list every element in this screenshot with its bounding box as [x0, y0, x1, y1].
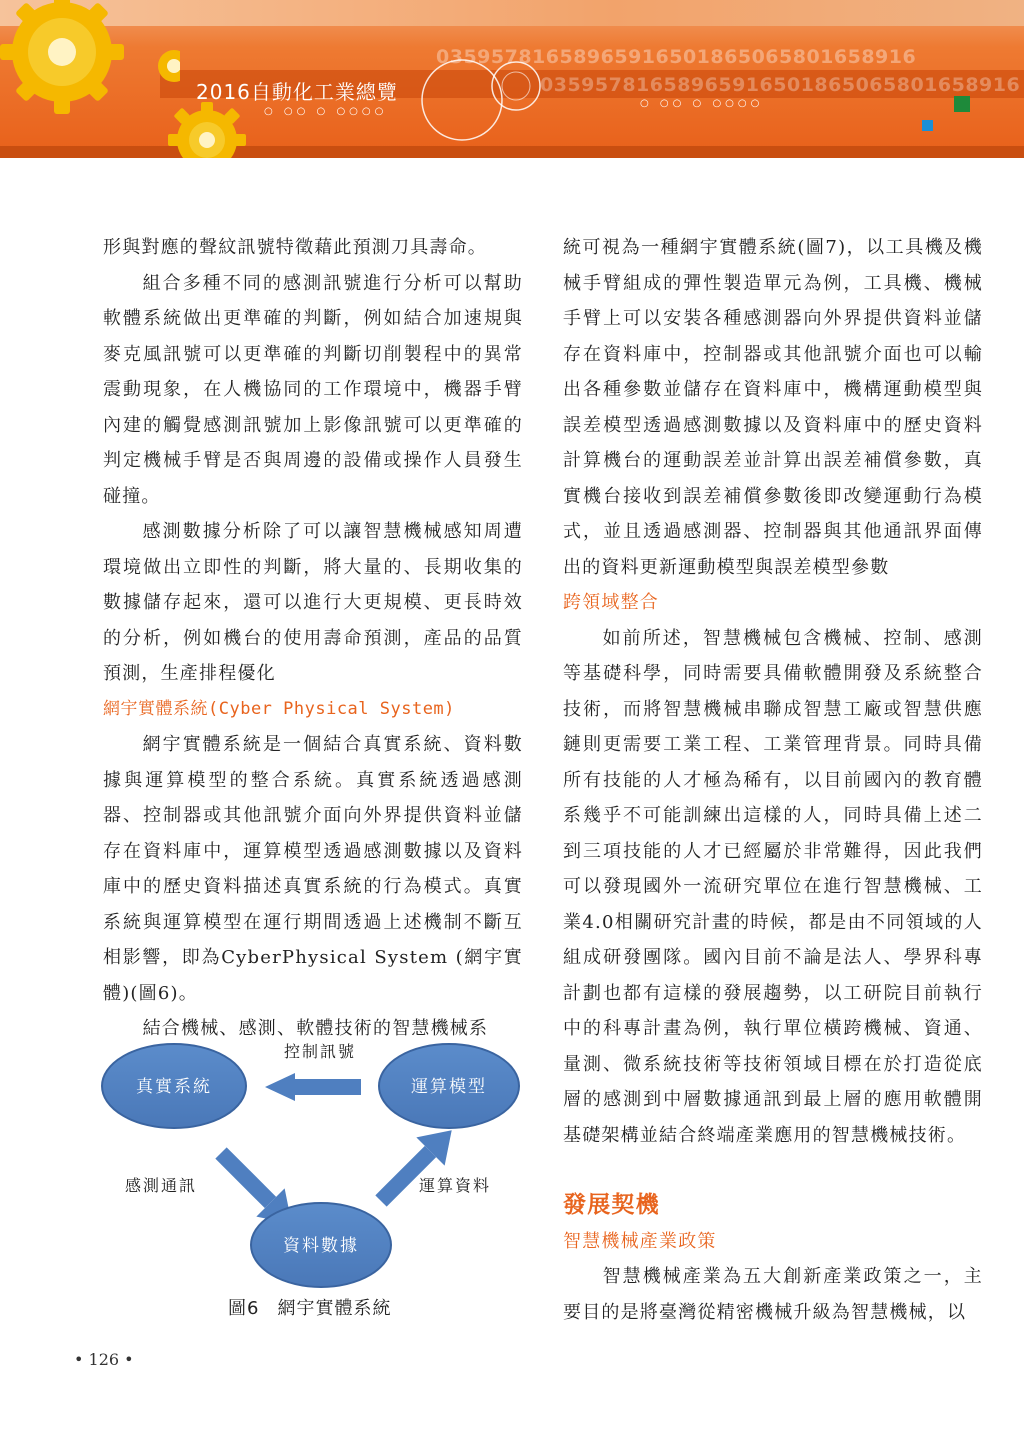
cps-diagram	[95, 1035, 535, 1305]
arrow-compute	[367, 1116, 466, 1215]
paragraph: 結合機械、感測、軟體技術的智慧機械系	[142, 1018, 489, 1039]
label-control: 控制訊號	[283, 1042, 357, 1061]
section-title: 發展契機	[563, 1192, 660, 1218]
label-sensing: 感測通訊	[125, 1176, 198, 1195]
subheading-cross-domain: 跨領域整合	[563, 592, 659, 613]
right-column	[563, 230, 983, 1330]
banner-dots-1: ○ ○○ ○ ○○○○	[264, 106, 388, 117]
paragraph: 網宇實體系統是一個結合真實系統、資料數據與運算模型的整合系統。真實系統透過感測器、控制器或其他訊號介面向外界提供資料並儲存在資料庫中，運算模型透過感測數據以及資料庫中的歷史資料描述真實系統的行為模式。真實系統與運算模型在運行期間透過上述機制不斷互相影響，即為CyberPhysical System (網宇實體)(圖6)。	[103, 734, 523, 1004]
caption-number: 圖6	[228, 1298, 260, 1319]
node-model-label: 運算模型	[411, 1077, 487, 1097]
blue-square-accent	[922, 120, 933, 131]
node-compute-model	[379, 1044, 519, 1128]
node-data	[251, 1203, 391, 1287]
subheading-policy: 智慧機械產業政策	[563, 1230, 717, 1252]
paragraph: 智慧機械產業為五大創新產業政策之一，主要目的是將臺灣從精密機械升級為智慧機械，以	[563, 1266, 983, 1323]
publication-title: 2016自動化工業總覽	[196, 80, 398, 104]
figure-caption	[228, 1294, 391, 1320]
gear-icon	[0, 0, 180, 158]
subheading-cps: 網宇實體系統(Cyber Physical System)	[103, 698, 455, 719]
paragraph: 感測數據分析除了可以讓智慧機械感知周遭環境做出立即性的判斷，將大量的、長期收集的數據儲存起來，還可以進行大更規模、更長時效的分析，例如機台的使用壽命預測，產品的品質預測，生產排程優化	[103, 521, 523, 684]
banner-dots-2: ○ ○○ ○ ○○○○	[640, 98, 764, 109]
banner-digits-1: 03595781658965916501865065801658916	[436, 46, 917, 68]
banner-digits-2: 03595781658965916501865065801658916	[540, 74, 1021, 96]
header-banner	[0, 0, 1024, 158]
node-data-label: 資料數據	[283, 1236, 359, 1256]
paragraph: 如前所述，智慧機械包含機械、控制、感測等基礎科學，同時需要具備軟體開發及系統整合技術，而將智慧機械串聯成智慧工廠或智慧供應鏈則更需要工業工程、工業管理背景。同時具備所有技能的人才極為稀有，以目前國內的教育體系幾乎不可能訓練出這樣的人，同時具備上述二到三項技能的人才已經屬於非常難得，因此我們可以發現國外一流研究單位在進行智慧機械、工業4.0相關研究計畫的時候，都是由不同領域的人組成研發團隊。國內目前不論是法人、學界科專計劃也都有這樣的發展趨勢，以工研院目前執行中的科專計畫為例，執行單位橫跨機械、資通、量測、微系統技術等技術領域目標在於打造從底層的感測到中層數據通訊到最上層的應用軟體開基礎架構並結合終端產業應用的智慧機械技術。	[563, 627, 983, 1146]
paragraph: 統可視為一種網宇實體系統(圖7)，以工具機及機械手臂組成的彈性製造單元為例，工具機、機械手臂上可以安裝各種感測器向外界提供資料並儲存在資料庫中，控制器或其他訊號介面也可以輸出各種參數並儲存在資料庫中，機構運動模型與誤差模型透過感測數據以及資料庫中的歷史資料計算機台的運動誤差並計算出誤差補償參數，真實機台接收到誤差補償參數後即改變運動行為模式，並且透過感測器、控制器與其他通訊界面傳出的資料更新運動模型與誤差模型參數	[563, 237, 983, 578]
label-compute: 運算資料	[419, 1176, 492, 1195]
caption-text: 網宇實體系統	[277, 1298, 392, 1319]
gear-icon	[162, 98, 252, 158]
spacer	[563, 1153, 983, 1188]
arrow-control	[265, 1073, 361, 1101]
paragraph: 組合多種不同的感測訊號進行分析可以幫助軟體系統做出更準確的判斷，例如結合加速規與麥克風訊號可以更準確的判斷切削製程中的異常震動現象，在人機協同的工作環境中，機器手臂內建的觸覺感測訊號加上影像訊號可以更準確的判定機械手臂是否與周邊的設備或操作人員發生碰撞。	[103, 272, 523, 507]
node-real-label: 真實系統	[136, 1077, 212, 1097]
paragraph: 形與對應的聲紋訊號特徵藉此預測刀具壽命。	[103, 237, 487, 258]
page-number: • 126 •	[74, 1350, 134, 1369]
green-square-accent	[954, 96, 970, 112]
left-column	[103, 230, 523, 1047]
node-real-system	[102, 1044, 246, 1128]
